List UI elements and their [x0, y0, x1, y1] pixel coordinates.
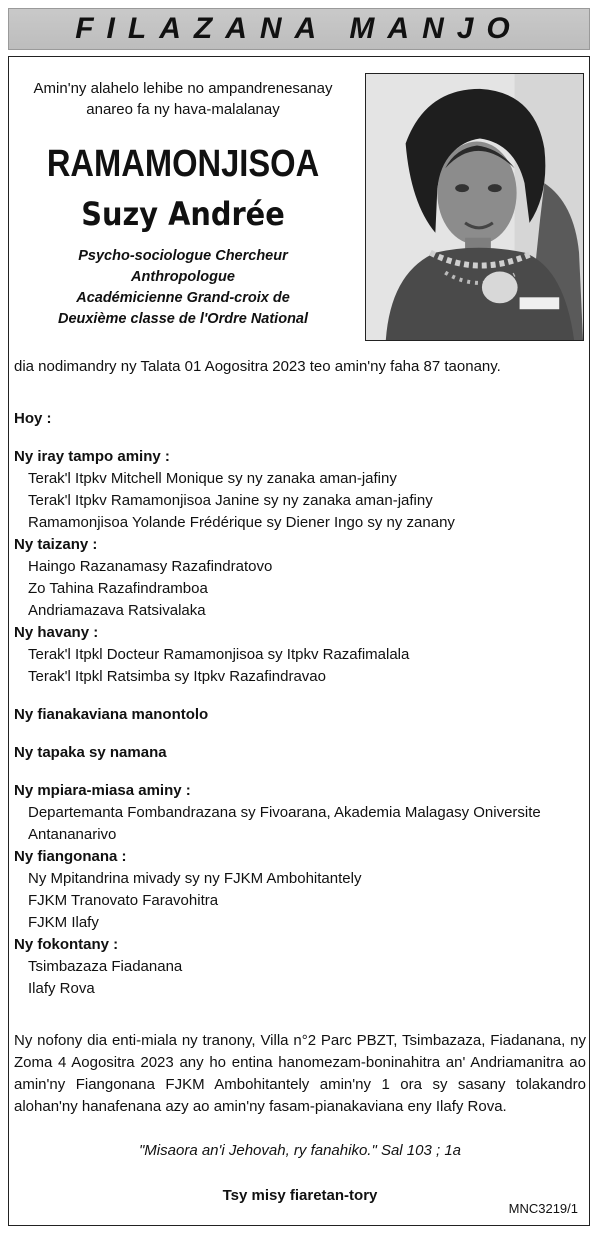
list-item: Zo Tahina Razafindramboa: [28, 580, 208, 597]
list-item: FJKM Tranovato Faravohitra: [28, 892, 219, 909]
list-item: Ny Mpitandrina mivady sy ny FJKM Ambohitantely: [28, 870, 362, 887]
list-item: Terak'l Itpkl Docteur Ramamonjisoa sy Itpkv Razafimalala: [28, 646, 410, 663]
list-item: FJKM Ilafy: [28, 914, 99, 931]
intro-line: Amin'ny alahelo lehibe no ampandrenesanay: [33, 80, 333, 97]
list-item: Tsimbazaza Fiadanana: [28, 958, 183, 975]
list-item: Antananarivo: [28, 826, 117, 843]
list-item: Haingo Razanamasy Razafindratovo: [28, 558, 273, 575]
section-heading-mpiara-miasa: Ny mpiara-miasa aminy :: [14, 782, 191, 799]
header-banner: [8, 8, 590, 50]
list-item: Terak'l Itpkl Ratsimba sy Itpkv Razafindravao: [28, 668, 326, 685]
section-heading-iray-tampo: Ny iray tampo aminy :: [14, 448, 170, 465]
title-line: Deuxième classe de l'Ordre National: [57, 311, 309, 327]
section-heading-taizany: Ny taizany :: [14, 536, 98, 553]
spacer: [14, 688, 588, 704]
deceased-titles: [18, 246, 348, 330]
mourners-list: [14, 408, 588, 1000]
bible-verse: "Misaora an'i Jehovah, ry fanahiko." Sal 103 ; 1a: [138, 1142, 462, 1159]
portrait-image: [366, 74, 583, 340]
list-item: Ramamonjisoa Yolande Frédérique sy Diener Ingo sy ny zanany: [28, 514, 455, 531]
section-heading-fokontany: Ny fokontany :: [14, 936, 119, 953]
title-line: Académicienne Grand-croix de: [76, 290, 290, 306]
portrait-photo: [365, 73, 584, 341]
list-item: Terak'l Itpkv Ramamonjisoa Janine sy ny zanaka aman-jafiny: [28, 492, 433, 509]
section-heading-fiangonana: Ny fiangonana :: [14, 848, 127, 865]
list-item: Departemanta Fombandrazana sy Fivoarana, Akademia Malagasy Oniversite: [28, 804, 541, 821]
section-heading-fianakaviana: Ny fianakaviana manontolo: [14, 706, 209, 723]
closing-note: Tsy misy fiaretan-tory: [222, 1187, 378, 1204]
section-heading-hoy: Hoy :: [14, 410, 52, 427]
reference-code: MNC3219/1: [508, 1201, 578, 1216]
title-line: Psycho-sociologue Chercheur: [78, 248, 288, 264]
list-item: Andriamazava Ratsivalaka: [28, 602, 206, 619]
spacer: [14, 430, 588, 446]
section-heading-havany: Ny havany :: [14, 624, 99, 641]
header-title: FILAZANA MANJO: [75, 12, 523, 45]
deceased-surname: RAMAMONJISOA: [46, 143, 320, 185]
intro-line: anareo fa ny hava-malalanay: [86, 101, 280, 118]
title-line: Anthropologue: [131, 269, 235, 285]
deceased-given-names: Suzy Andrée: [81, 195, 285, 233]
list-item: Ilafy Rova: [28, 980, 95, 997]
death-announcement: dia nodimandry ny Talata 01 Aogositra 2023 teo amin'ny faha 87 taonany.: [14, 358, 501, 375]
spacer: [14, 726, 588, 742]
section-heading-tapaka: Ny tapaka sy namana: [14, 744, 167, 761]
list-item: Terak'l Itpkv Mitchell Monique sy ny zanaka aman-jafiny: [28, 470, 397, 487]
funeral-details: Ny nofony dia enti-miala ny tranony, Villa n°2 Parc PBZT, Tsimbazaza, Fiadanana, ny Zoma 4 Aogositra 2023 any ho entina hanomezam-boninahitra an' Andriamanitra ao amin'ny Fiangonana FJKM Ambohitantely amin'ny 1 ora sy sasany tolakandro alohan'ny hanafenana azy ao amin'ny fasam-pianakaviana eny Ilafy Rova.: [14, 1032, 586, 1115]
spacer: [14, 764, 588, 780]
intro-text: [18, 78, 348, 120]
